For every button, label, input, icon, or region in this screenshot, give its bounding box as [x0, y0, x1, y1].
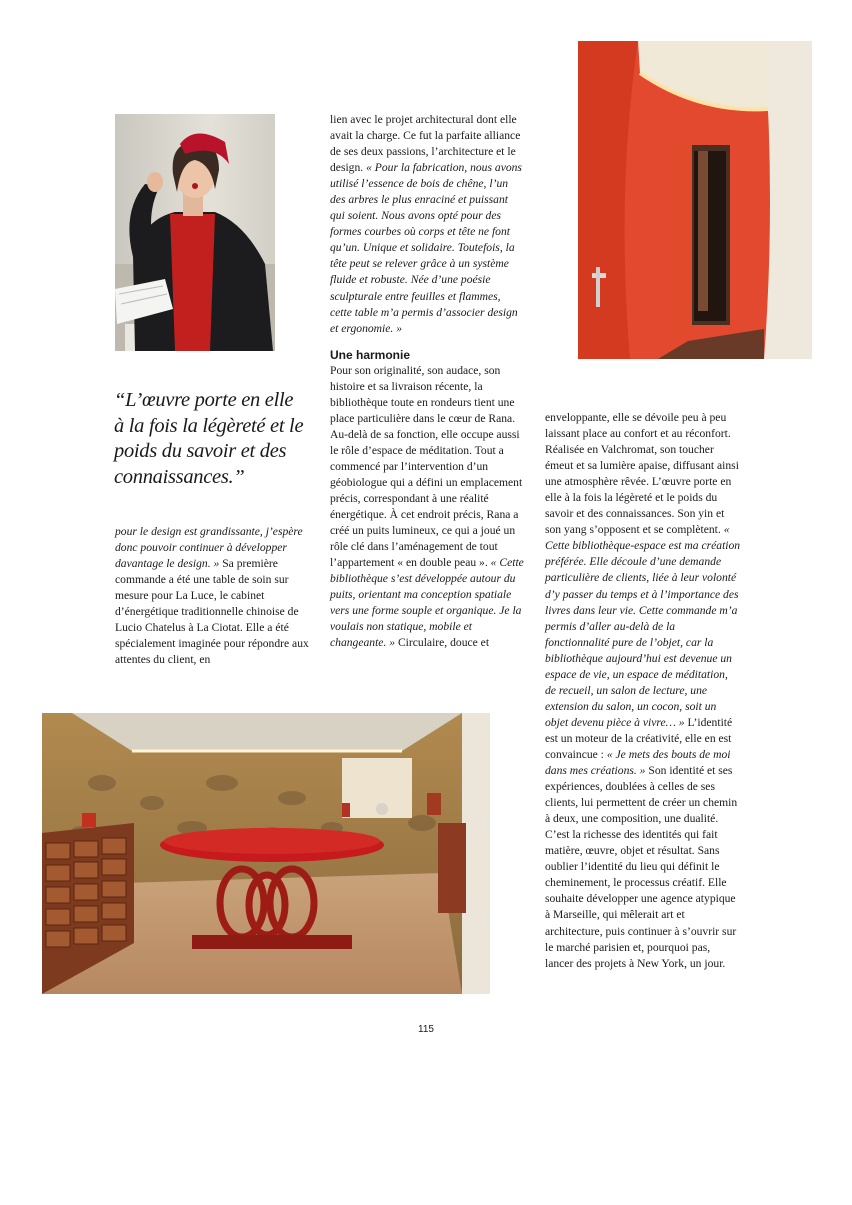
- text-column-1: [115, 524, 309, 668]
- page-number: 115: [418, 1024, 434, 1035]
- portrait-photo: [115, 114, 275, 351]
- column-2-text: lien avec le projet architectural dont elle avait la charge. Ce fut la parfaite alliance de ses deux passions, l’architecture et le design.: [330, 113, 521, 175]
- column-3-text-2: L’identité est un moteur de la créativité, elle en est convaincue :: [545, 715, 733, 761]
- column-3-italic-quote-1: « Cette bibliothèque-espace est ma création préférée. Elle découle d’une demande particulière de clients, liée à leur volonté d’y passer du temps et à l’importance des livres dans leur vie. Cette commande m’a permis d’aller au-delà de la fonctionnalité pure de l’objet, car la bibliothèque aujourd’hui est devenue un espace de vie, un espace de méditation, de recueil, un salon de lecture, une extension du salon, un cocon, soit un objet devenu pièce à vivre… »: [545, 523, 741, 729]
- column-3-italic-quote-2: « Je mets des bouts de moi dans mes créations. »: [545, 747, 731, 778]
- pull-quote: “L’œuvre porte en elle à la fois la légèreté et le poids du savoir et des connaissances.”: [114, 389, 304, 488]
- column-2-paragraph-2: [330, 363, 525, 652]
- column-2-italic-quote-2: « Cette bibliothèque s’est développée autour du puits, orientant ma conception spatiale vers une forme souple et organique. Je la voulais non statique, mobile et changeante. »: [330, 556, 524, 650]
- corridor-photo: [578, 41, 812, 359]
- column-1-italic-quote: pour le design est grandissante, j’espère donc pouvoir continuer à développer davantage le design. »: [115, 525, 303, 571]
- column-3-text-1: enveloppante, elle se dévoile peu à peu laissant place au confort et au réconfort. Réalisée en Valchromat, son toucher émeut et sa lumière apaise, diffusant ainsi une atmosphère rêvée. L’œuvre porte en elle à la fois la légèreté et le poids du savoir et des connaissances. Son yin et son yang s’opposent et se complètent.: [545, 411, 739, 537]
- column-1-text: Sa première commande a été une table de soin sur mesure pour La Luce, le cabinet d’énergétique traditionnelle chinoise de Lucio Chatelus à La Ciotat. Elle a été spécialement imaginée pour répondre aux attentes du client, en: [115, 557, 309, 667]
- text-column-3: [545, 410, 741, 972]
- column-2-text-3: Circulaire, douce et: [395, 636, 490, 650]
- column-2-italic-quote: « Pour la fabrication, nous avons utilisé l’essence de bois de chêne, l’un des arbres le plus enraciné et puissant qui soient. Nous avons opté pour des formes courbes où corps et tête ne font qu’un. Unique et solidaire. Toutefois, la tête peut se relever grâce à un système fluide et robuste. Née d’une poésie sculpturale entre feuilles et flammes, cette table m’a permis d’associer design et ergonomie. »: [330, 161, 522, 335]
- text-column-2: [330, 112, 525, 652]
- column-2-text-2: Pour son originalité, son audace, son histoire et sa livraison récente, la bibliothèque toute en rondeurs tient une place particulière dans le cœur de Rana. Au-delà de sa fonction, elle occupe aussi le rôle d’espace de méditation. Tout a commencé par l’intervention d’un géobiologue qui a défini un emplacement précis, correspondant à une réalité énergétique. À cet endroit précis, Rana a créé un puits lumineux, ce qui a joué un rôle clé dans l’aménagement de tout l’appartement « en double peau ».: [330, 363, 523, 570]
- section-heading: Une harmonie: [330, 347, 411, 362]
- cellar-photo: [42, 713, 490, 994]
- column-3-text-3: Son identité et ses expériences, doublées à celles de ses clients, lui permettent de créer un chemin à deux, une composition, une dualité. C’est la richesse des identités qui fait matière, œuvre, objet et résultat. Sans oublier l’identité du lieu qui définit le cheminement, le processus créatif. Elle souhaite développer une agence atypique à Marseille, qui mêlerait art et architecture, puis continuer à s’ouvrir sur le marché parisien et, pourquoi pas, lancer des projets à New York, un jour.: [545, 764, 738, 970]
- column-2-paragraph-1: [330, 112, 525, 337]
